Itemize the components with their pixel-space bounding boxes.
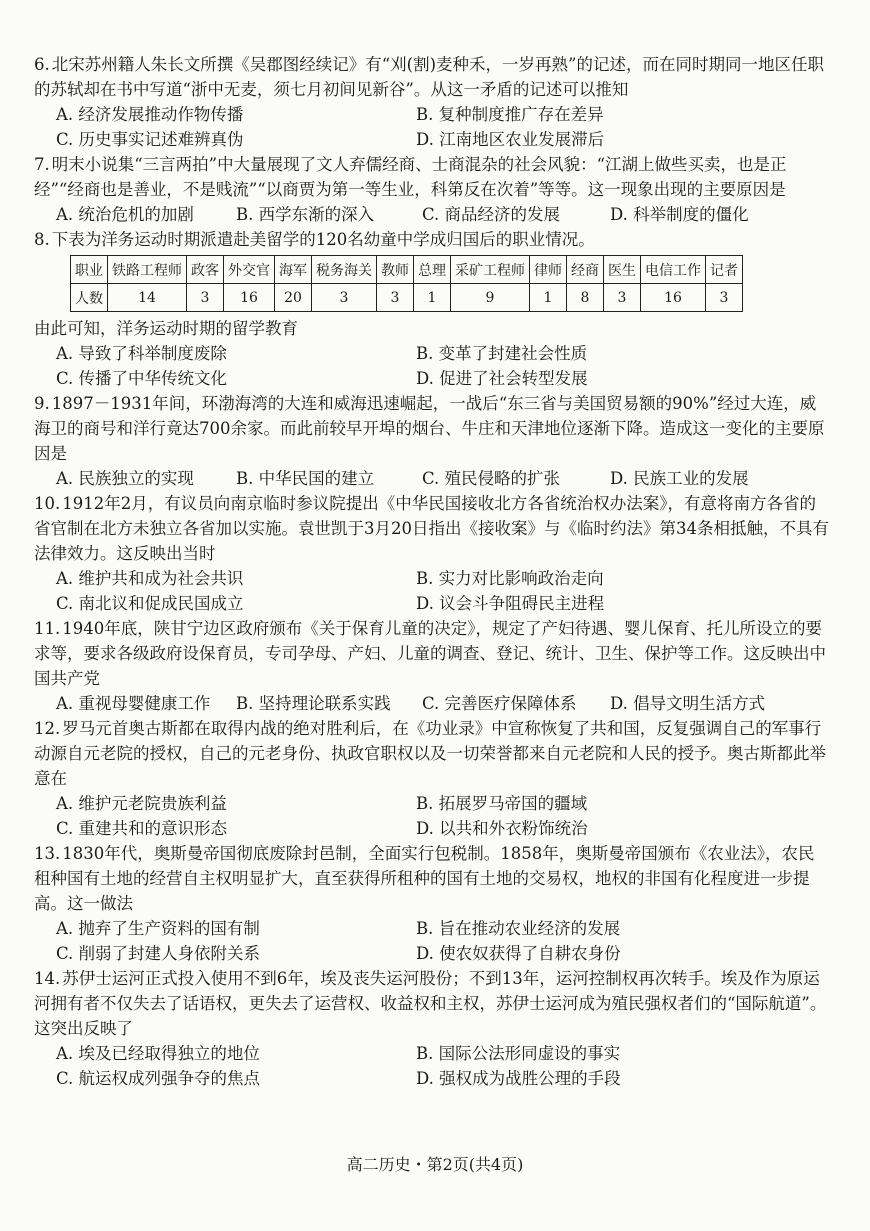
table-cell: 经商: [567, 256, 604, 284]
option-c: C. 削弱了封建人身依附关系: [56, 944, 261, 963]
table-cell: 税务海关: [312, 256, 377, 284]
option-b: B. 西学东渐的深入: [236, 205, 375, 224]
table-cell: 20: [275, 284, 312, 312]
option-b: B. 坚持理论联系实践: [236, 694, 391, 713]
option-b: B. 变革了封建社会性质: [416, 344, 588, 363]
option-b: B. 旨在推动农业经济的发展: [416, 919, 621, 938]
question-14: [34, 966, 830, 1091]
option-b: B. 复种制度推广存在差异: [416, 105, 604, 124]
question-10: [34, 491, 830, 616]
table-row: [71, 284, 743, 312]
option-a: A. 导致了科举制度废除: [56, 344, 227, 363]
question-stem: 明末小说集“三言两拍”中大量展现了文人弃儒经商、士商混杂的社会风貌：“江湖上做些买卖，也是正经”“经商也是善业，不是贱流”“以商贾为第一等生业，科第反在次着”等等。这一现象出现的主要原因是: [34, 155, 787, 199]
options: [34, 916, 830, 966]
table-cell: 16: [224, 284, 275, 312]
question-number: 9.: [34, 394, 50, 413]
option-d: D. 以共和外衣粉饰统治: [416, 819, 588, 838]
question-stem: 1940年底，陕甘宁边区政府颁布《关于保育儿童的决定》，规定了产妇待遇、婴儿保育、托儿所设立的要求等，要求各级政府设保育员，专司孕母、产妇、儿童的调查、登记、统计、卫生、保护等工作。这反映出中国共产党: [34, 619, 826, 688]
table-cell: 海军: [275, 256, 312, 284]
question-stem: 罗马元首奥古斯都在取得内战的绝对胜利后，在《功业录》中宣称恢复了共和国，反复强调自己的军事行动源自元老院的授权，自己的元老身份、执政官职权以及一切荣誉都来自元老院和人民的授予。奥古斯都此举意在: [34, 719, 826, 788]
table-cell: 3: [706, 284, 743, 312]
table-cell: 8: [567, 284, 604, 312]
question-number: 6.: [34, 55, 50, 74]
table-cell: 总理: [414, 256, 451, 284]
options: [34, 202, 830, 227]
table-cell: 职业: [71, 256, 108, 284]
option-b: B. 实力对比影响政治走向: [416, 569, 604, 588]
question-stem: 下表为洋务运动时期派遣赴美留学的120名幼童中学成归国后的职业情况。: [51, 230, 595, 249]
table-cell: 16: [641, 284, 706, 312]
option-d: D. 民族工业的发展: [610, 469, 749, 488]
option-c: C. 历史事实记述难辨真伪: [56, 130, 244, 149]
option-a: A. 统治危机的加剧: [56, 205, 194, 224]
table-cell: 1: [414, 284, 451, 312]
question-stem: 苏伊士运河正式投入使用不到6年，埃及丧失运河股份；不到13年，运河控制权再次转手。埃及作为原运河拥有者不仅失去了话语权，更失去了运营权、收益权和主权，苏伊士运河成为殖民强权者们的“国际航道”。这突出反映了: [34, 969, 827, 1038]
option-d: D. 江南地区农业发展滞后: [416, 130, 605, 149]
option-c: C. 南北议和促成民国成立: [56, 594, 244, 613]
table-cell: 3: [604, 284, 641, 312]
question-number: 10.: [34, 494, 61, 513]
option-a: A. 维护元老院贵族利益: [56, 794, 227, 813]
table-cell: 3: [312, 284, 377, 312]
question-number: 8.: [34, 230, 50, 249]
question-11: [34, 616, 830, 716]
options: [34, 102, 830, 152]
career-table: [70, 255, 743, 312]
table-cell: 3: [377, 284, 414, 312]
question-stem: 北宋苏州籍人朱长文所撰《吴郡图经续记》有“刈(割)麦种禾，一岁再熟”的记述，而在同时期同一地区任职的苏轼却在书中写道“浙中无麦，须七月初间见新谷”。从这一矛盾的记述可以推知: [34, 55, 824, 99]
option-d: D. 促进了社会转型发展: [416, 369, 588, 388]
option-b: B. 拓展罗马帝国的疆域: [416, 794, 588, 813]
option-a: A. 埃及已经取得独立的地位: [56, 1044, 260, 1063]
option-a: A. 民族独立的实现: [56, 469, 194, 488]
question-number: 13.: [34, 844, 61, 863]
options: [34, 791, 830, 841]
table-cell: 医生: [604, 256, 641, 284]
option-d: D. 强权成为战胜公理的手段: [416, 1069, 621, 1088]
option-c: C. 殖民侵略的扩张: [422, 469, 561, 488]
table-row: [71, 256, 743, 284]
table-cell: 3: [187, 284, 224, 312]
question-stem: 1897－1931年间，环渤海湾的大连和威海迅速崛起，一战后“东三省与美国贸易额的90%”经过大连，威海卫的商号和洋行竟达700余家。而此前较早开埠的烟台、牛庄和天津地位逐渐下降。造成这一变化的主要原因是: [34, 394, 825, 463]
options: [34, 566, 830, 616]
table-cell: 外交官: [224, 256, 275, 284]
table-cell: 采矿工程师: [451, 256, 530, 284]
option-d: D. 倡导文明生活方式: [610, 694, 766, 713]
option-b: B. 中华民国的建立: [236, 469, 375, 488]
question-number: 11.: [34, 619, 61, 638]
option-a: A. 维护共和成为社会共识: [56, 569, 244, 588]
options: [34, 466, 830, 491]
options: [34, 1041, 830, 1091]
question-12: [34, 716, 830, 841]
option-d: D. 科举制度的僵化: [610, 205, 749, 224]
table-cell: 人数: [71, 284, 108, 312]
options: [34, 341, 830, 391]
question-number: 12.: [34, 719, 61, 738]
options: [34, 691, 830, 716]
table-cell: 电信工作: [641, 256, 706, 284]
question-stem: 1830年代，奥斯曼帝国彻底废除封邑制，全面实行包税制。1858年，奥斯曼帝国颁布《农业法》，农民租种国有土地的经营自主权明显扩大，直至获得所租种的国有土地的交易权，地权的非国有化程度进一步提高。这一做法: [34, 844, 815, 913]
question-number: 14.: [34, 969, 61, 988]
option-c: C. 传播了中华传统文化: [56, 369, 228, 388]
question-follow-up: 由此可知，洋务运动时期的留学教育: [34, 319, 298, 338]
option-a: A. 抛弃了生产资料的国有制: [56, 919, 260, 938]
table-cell: 1: [530, 284, 567, 312]
question-7: [34, 152, 830, 227]
table-cell: 律师: [530, 256, 567, 284]
option-d: D. 议会斗争阻碍民主进程: [416, 594, 605, 613]
question-13: [34, 841, 830, 966]
option-d: D. 使农奴获得了自耕农身份: [416, 944, 621, 963]
option-c: C. 航运权成列强争夺的焦点: [56, 1069, 261, 1088]
table-cell: 9: [451, 284, 530, 312]
question-8: [34, 227, 830, 391]
option-b: B. 国际公法形同虚设的事实: [416, 1044, 621, 1063]
table-cell: 14: [108, 284, 187, 312]
option-c: C. 完善医疗保障体系: [422, 694, 577, 713]
option-a: A. 经济发展推动作物传播: [56, 105, 244, 124]
option-a: A. 重视母婴健康工作: [56, 694, 211, 713]
option-c: C. 重建共和的意识形态: [56, 819, 228, 838]
page-footer: 高二历史・第2页(共4页): [346, 1155, 524, 1174]
table-cell: 记者: [706, 256, 743, 284]
question-6: [34, 52, 830, 152]
question-9: [34, 391, 830, 491]
question-number: 7.: [34, 155, 50, 174]
option-c: C. 商品经济的发展: [422, 205, 561, 224]
table-cell: 政客: [187, 256, 224, 284]
table-cell: 教师: [377, 256, 414, 284]
question-stem: 1912年2月，有议员向南京临时参议院提出《中华民国接收北方各省统治权办法案》，有意将南方各省的省官制在北方未独立各省加以实施。袁世凯于3月20日指出《接收案》与《临时约法》第34条相抵触，不具有法律效力。这反映出当时: [34, 494, 829, 563]
table-cell: 铁路工程师: [108, 256, 187, 284]
